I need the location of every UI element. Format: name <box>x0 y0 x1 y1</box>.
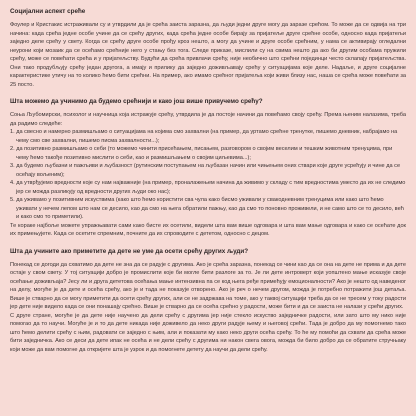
section-paragraph: Соња Љубомирски, психолог и научница која истражује срећу, утврдила је да постоје начини да повећамо своју срећу. Према њеним налазима, треба да радимо следеће: <box>10 112 406 127</box>
section-paragraph: Понекад се догоди да схватимо да дете не зна да се радује с другима. Ако је срећа заразна, понекад се чини као да се она на дете не прима и да дете остаје у свом свету. У тој ситуацији добро је промислити које би могле бити разлоге за то. Је ли дете интроверт који уопштено мање исказује своје осећање доживљаја? Јесу ли и друга дететова осећања мање интензивна па се код њега ређе примећују емоционалности? Ако је нешто од наведеног на делу, могуће је да дете и осећа срећу, ако је и тада не показује отворено. Ако је реч о нечем другом, можда је потребно потражити још детаља. Више је стварно да се могу приметити да осети срећу других, али се не задржава на томе, ако у таквој ситуацији треба да се не тресем у току радости јер дете није видело када се они понашају срећно. Више је стварно да се осећа срећно у радости, може бити и да се заиста не налази у срећи других. <box>10 261 406 310</box>
section-heading: Социјални аспект среће <box>10 8 86 15</box>
list-item: 4. да утврђујемо вредности које су нам најважније (на пример, проналажењем начина да живимо у складу с тим вредностима уместо да их не следимо јер се можда разликују од вредности других људи око нас); <box>10 180 406 195</box>
list-item: 3. да будемо љубазни и пажљиви и љубазност (рутинским поступањем на љубазан начин или чињењем оних ствари које друге усрећују и чине да се осећају вољеним); <box>10 163 401 178</box>
section-child-cannot-feel <box>10 248 406 355</box>
closing-paragraph: Те кораке најбоље можете упражњавати сами како бисте их осетили, видели шта вам више одговара и шта вам мање одговара и како се осећате док их примењујете. Када се осетите спремним, почните да их спроводите с дететом, односно с децом. <box>10 222 406 237</box>
steps-list <box>10 128 406 222</box>
section-how-to-be-happier <box>10 98 406 239</box>
list-item: 1. да свесно и намерно размишљамо о ситуацијама на којима смо захвални (на пример, да уртамо срећне тренутке, пишемо дневник, набрајамо на чему смо све захвални, пишемо писма захвалности...); <box>10 129 398 144</box>
list-item: 2. да позитивно размишљамо о себи (то можемо чинити присећањем, писањем, разговором о својим веселим и тешким животним тренуцима, при чему ћемо такође позитивно мислити о себи, као и размишљањем о својим циљевима...); <box>10 146 393 161</box>
section-social-aspect <box>10 8 406 89</box>
section-heading: Шта можемо да учинимо да будемо срећнији и како још више привучемо срећу? <box>10 98 263 105</box>
list-item: 5. да уживамо у позитивним искуствима (како што ћемо користити сва чула како бисмо уживали у свакодневним тренуцима или како што ћемо уживати у нечем лепом што нам се десило, као да смо на њега обратили пажњу, као да смо то поновно проживели, и не само што се то десило, већ и како смо то приметили). <box>10 197 404 220</box>
section-paragraph: С друге стране, могуће је да дете није научено да дели срећу с другима јер није стекло искуство заједничке радости, или зато што му нико није помогао да то научи. Могуће је и то да дете никада није доживело да неко други радује њему и његовој срећи. Тада је добро да му помогнемо тако што ћемо делити срећу с њим, радовати се заједно с њим, али и показати му како неко други осећа срећу. То ће му помоћи да схвати да срећа може бити заједничка. Ако се деси да дете ипак не осећа и не дели срећу с другима ни након свега овога, можда би било добро да се обратите стручњаку који може да вам помогне да откријете шта је узрок и да помогнете детету да научи да дели срећу. <box>10 312 406 353</box>
section-heading: Шта да учините ако приметите да дете не уме да осети срећу других људи? <box>10 247 249 255</box>
section-paragraph: Фоулер и Кристакис истраживали су и утврдили да је срећа заиста заразна, да људи једни друге могу да заразе срећом. То може да се одвија на три начина: када срећа једне особе учине да се срећу других, када срећа једне особе бирају за пријатеље друге срећне особе, односно када пријатељи заједно деле срећу у свету. Когда се срећу друге особе прођу кроз нешто, а могу да учине и друге особе срећним, у нама се активирају огледални неурони који мозаик да се осећамо срећније него у стању без тога. Следе приказе, мислили су на свима нешто да ако би другим особама пружили срећу, може се повећати срећа и у пријатељству. Будући да срећа привлачи срећу, није необично што срећни појединци често склапају пријатељства. Они тако продубљују срећу један другога, а имају и прилику да заједно доживљавају срећу у ситуацијама које деле. Надаље, и друге социјалне карактеристике утичу на то колико ћемо бити срећни. На пример, ако имамо срећног пријатеља који живи близу нас, наша се срећа може повећати за 25 посто. <box>10 22 406 88</box>
